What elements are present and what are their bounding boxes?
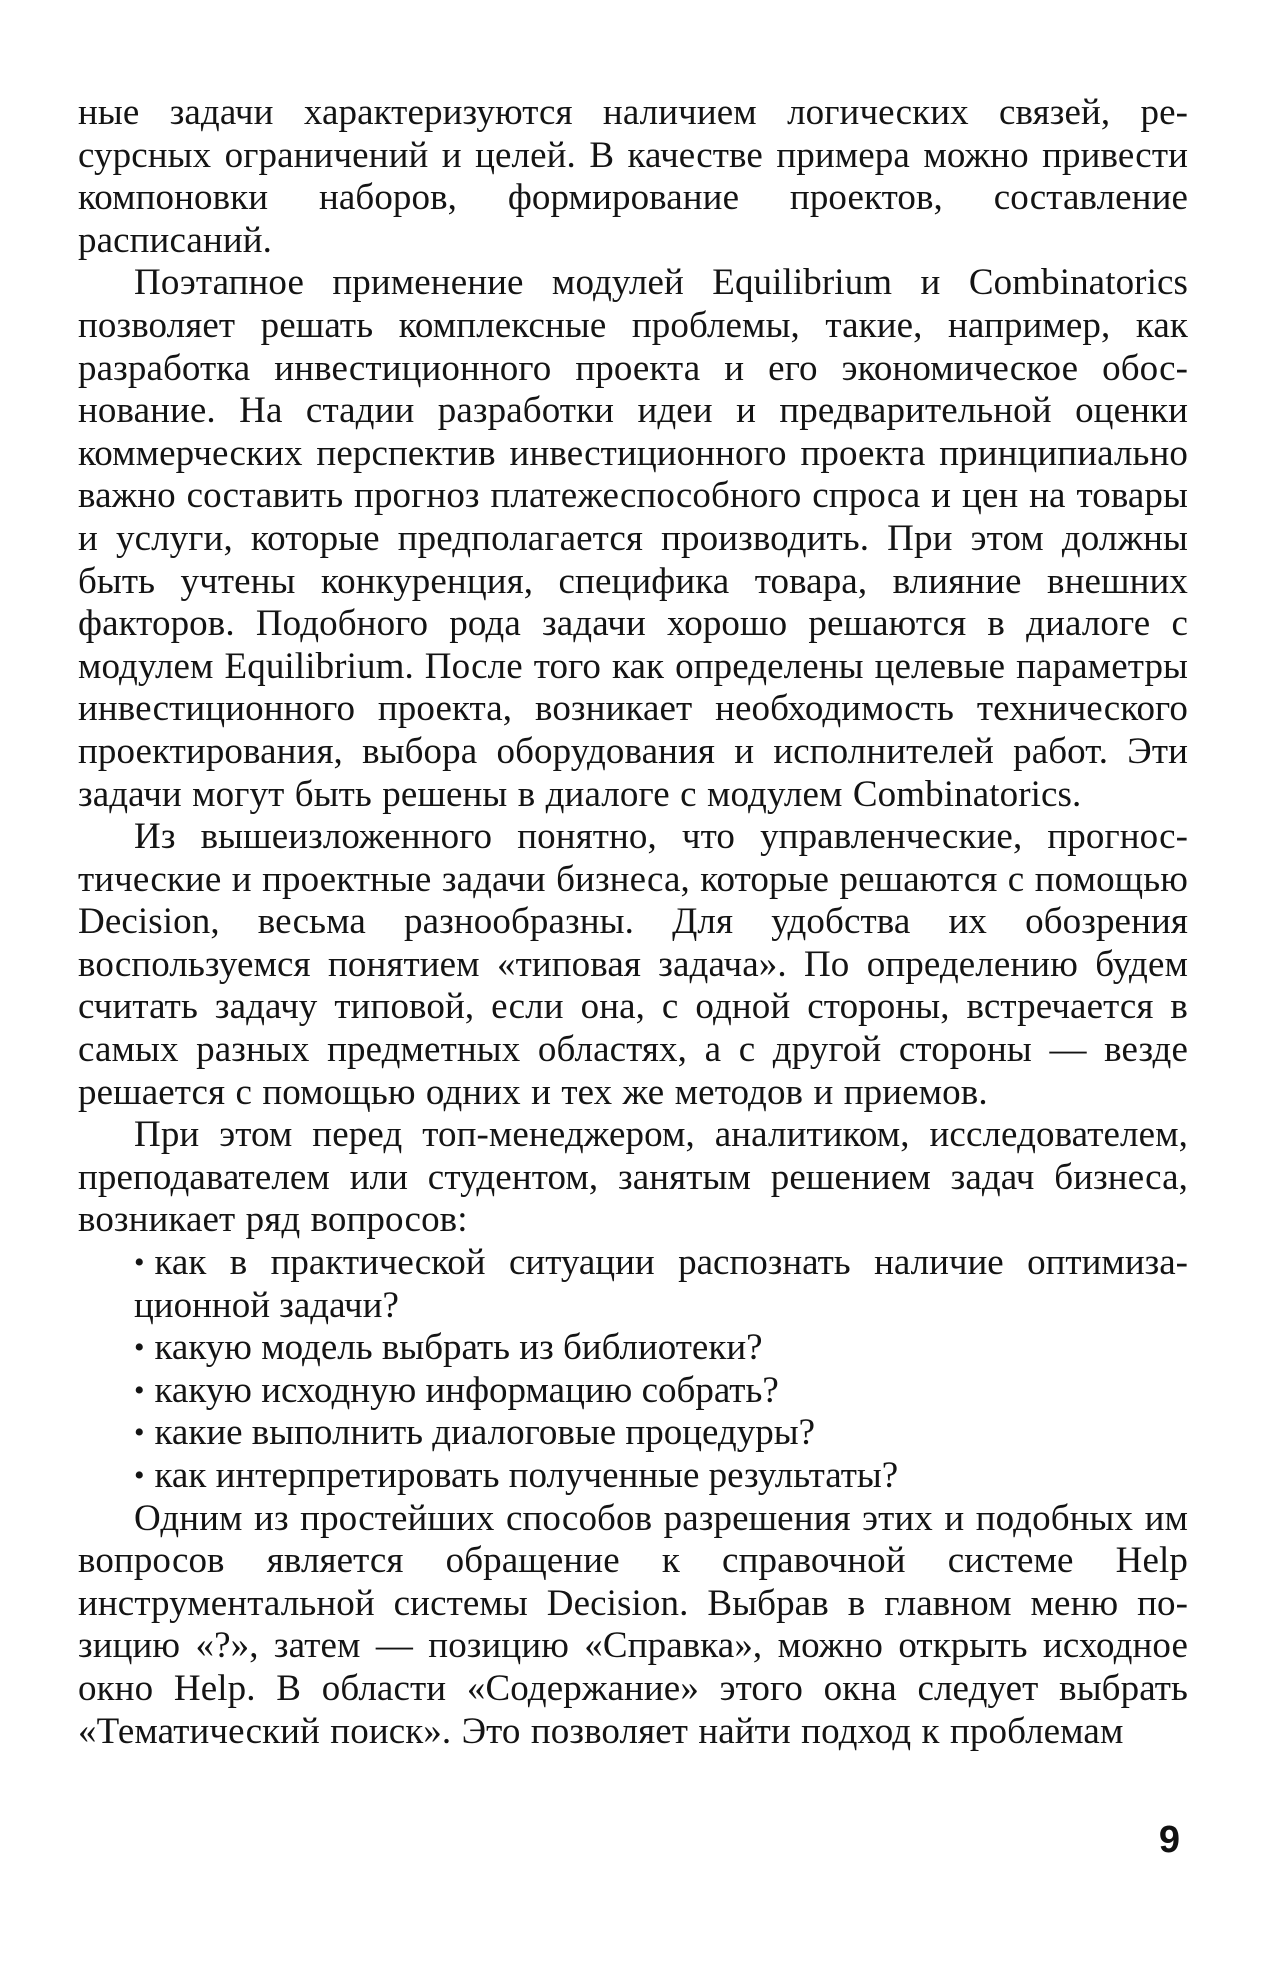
bullet-icon: • [134, 1373, 145, 1407]
question-list [78, 1242, 1188, 1498]
paragraph: ные задачи характеризуются наличием логических связей, ресурсных ограничений и целей. В качестве примера можно привести компоновки наборов, формирование проектов, составление расписаний. [78, 92, 1188, 261]
bullet-icon: • [134, 1331, 145, 1365]
body-text [78, 92, 1188, 1753]
bullet-icon: • [134, 1459, 145, 1492]
paragraph: При этом перед топ-менеджером, аналитиком, исследователем, преподавателем или студентом, занятым решением задач бизнеса, возникает ряд вопросов: [78, 1114, 1188, 1241]
list-item-text: как интерпретировать полученные результаты? [154, 1455, 899, 1496]
list-item [78, 1455, 1188, 1498]
paragraph: Поэтапное применение модулей Equilibrium и Combinatorics позволяет решать комплексные проблемы, такие, например, как разработка инвестиционного проекта и его экономическое обоснование. На стадии разработки идеи и предварительной оценки коммерческих перспектив инвестиционного проекта принципиально важно составить прогноз платежеспособного спроса и цен на товары и услуги, которые предполагается производить. При этом должны быть учтены конкуренция, специфика товара, влияние внешних факторов. Подобного рода задачи хорошо решаются в диалоге с модулем Equilibrium. После того как определены целевые параметры инвестиционного проекта, возникает необходимость технического проектирования, выбора оборудования и исполнителей работ. Эти задачи могут быть решены в диалоге с модулем Combinatorics. [78, 262, 1188, 815]
bullet-icon: • [134, 1246, 145, 1280]
list-item-text: как в практической ситуации распознать наличие оптимизационной задачи? [134, 1242, 1188, 1326]
list-item [78, 1242, 1188, 1327]
list-item [78, 1412, 1188, 1455]
list-item [78, 1370, 1188, 1413]
paragraph: Одним из простейших способов разрешения этих и подобных им вопросов является обращение к справочной системе Help инструментальной системы Decision. Выбрав в главном меню позицию «?», затем — позицию «Справка», можно открыть исходное окно Help. В области «Содержание» этого окна следует выбрать «Тематический поиск». Это позволяет найти подход к проблемам [78, 1497, 1188, 1752]
list-item-text: какие выполнить диалоговые процедуры? [154, 1412, 816, 1454]
paragraph: Из вышеизложенного понятно, что управленческие, прогностические и проектные задачи бизнеса, которые решаются с помощью Decision, весьма разнообразны. Для удобства их обозрения воспользуемся понятием «типовая задача». По определению будем считать задачу типовой, если она, с одной стороны, встречается в самых разных предметных областях, а с другой стороны — везде решается с помощью одних и тех же методов и приемов. [78, 816, 1188, 1113]
bullet-icon: • [134, 1416, 145, 1450]
page-number: 9 [1158, 1819, 1180, 1861]
list-item-text: какую исходную информацию собрать? [154, 1369, 779, 1411]
list-item [78, 1327, 1188, 1370]
list-item-text: какую модель выбрать из библиотеки? [154, 1327, 763, 1369]
